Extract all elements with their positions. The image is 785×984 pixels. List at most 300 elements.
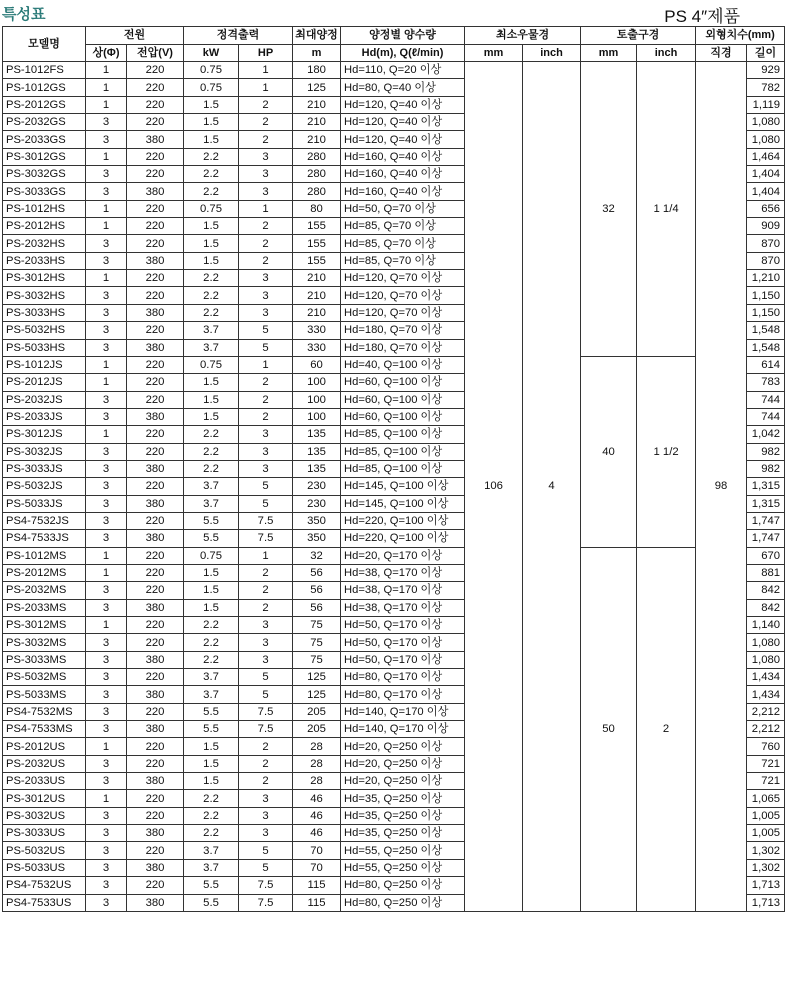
- cell-kw: 0.75: [184, 547, 239, 564]
- cell-phase: 1: [86, 79, 127, 96]
- cell-phase: 1: [86, 62, 127, 79]
- cell-length: 782: [747, 79, 785, 96]
- cell-phase: 1: [86, 426, 127, 443]
- cell-kw: 2.2: [184, 148, 239, 165]
- cell-max-head: 155: [293, 252, 341, 269]
- cell-max-head: 280: [293, 183, 341, 200]
- cell-hp: 1: [239, 200, 293, 217]
- cell-length: 1,713: [747, 877, 785, 894]
- cell-flow: Hd=80, Q=40 이상: [341, 79, 465, 96]
- cell-max-head: 155: [293, 235, 341, 252]
- cell-hp: 3: [239, 270, 293, 287]
- cell-phase: 3: [86, 807, 127, 824]
- cell-phase: 3: [86, 842, 127, 859]
- cell-length: 842: [747, 582, 785, 599]
- cell-length: 1,434: [747, 669, 785, 686]
- cell-max-head: 210: [293, 304, 341, 321]
- cell-kw: 3.7: [184, 478, 239, 495]
- cell-voltage: 220: [127, 738, 184, 755]
- cell-phase: 3: [86, 166, 127, 183]
- cell-model: PS-3033MS: [3, 651, 86, 668]
- cell-model: PS-2012MS: [3, 564, 86, 581]
- cell-max-head: 60: [293, 356, 341, 373]
- header-kw: kW: [184, 44, 239, 62]
- cell-voltage: 220: [127, 322, 184, 339]
- cell-kw: 1.5: [184, 773, 239, 790]
- cell-voltage: 220: [127, 807, 184, 824]
- cell-kw: 2.2: [184, 304, 239, 321]
- cell-model: PS-1012HS: [3, 200, 86, 217]
- cell-phase: 3: [86, 304, 127, 321]
- cell-flow: Hd=160, Q=40 이상: [341, 183, 465, 200]
- cell-max-head: 56: [293, 599, 341, 616]
- cell-phase: 3: [86, 495, 127, 512]
- header-flow-unit: Hd(m), Q(ℓ/min): [341, 44, 465, 62]
- cell-phase: 3: [86, 651, 127, 668]
- cell-length: 1,548: [747, 322, 785, 339]
- cell-phase: 3: [86, 530, 127, 547]
- cell-length: 2,212: [747, 721, 785, 738]
- cell-flow: Hd=180, Q=70 이상: [341, 339, 465, 356]
- cell-phase: 3: [86, 512, 127, 529]
- cell-kw: 5.5: [184, 530, 239, 547]
- cell-model: PS-2032JS: [3, 391, 86, 408]
- cell-model: PS-2012HS: [3, 218, 86, 235]
- cell-kw: 0.75: [184, 200, 239, 217]
- cell-phase: 3: [86, 252, 127, 269]
- cell-length: 909: [747, 218, 785, 235]
- cell-flow: Hd=80, Q=250 이상: [341, 894, 465, 911]
- cell-voltage: 220: [127, 564, 184, 581]
- cell-max-head: 210: [293, 287, 341, 304]
- cell-max-head: 32: [293, 547, 341, 564]
- cell-phase: 3: [86, 703, 127, 720]
- cell-length: 1,404: [747, 166, 785, 183]
- cell-length: 842: [747, 599, 785, 616]
- cell-kw: 1.5: [184, 408, 239, 425]
- cell-phase: 1: [86, 738, 127, 755]
- cell-kw: 5.5: [184, 703, 239, 720]
- cell-hp: 2: [239, 391, 293, 408]
- cell-flow: Hd=35, Q=250 이상: [341, 807, 465, 824]
- cell-hp: 7.5: [239, 703, 293, 720]
- cell-length: 1,080: [747, 634, 785, 651]
- cell-voltage: 220: [127, 200, 184, 217]
- cell-length: 614: [747, 356, 785, 373]
- header-hp: HP: [239, 44, 293, 62]
- cell-length: 1,042: [747, 426, 785, 443]
- cell-phase: 3: [86, 859, 127, 876]
- cell-flow: Hd=50, Q=170 이상: [341, 617, 465, 634]
- cell-phase: 1: [86, 374, 127, 391]
- cell-max-head: 350: [293, 530, 341, 547]
- cell-phase: 3: [86, 599, 127, 616]
- product-title: PS 4″제품: [664, 7, 740, 26]
- cell-max-head: 75: [293, 634, 341, 651]
- cell-flow: Hd=50, Q=70 이상: [341, 200, 465, 217]
- header-min-well-mm: mm: [465, 44, 523, 62]
- cell-kw: 5.5: [184, 894, 239, 911]
- cell-max-head: 230: [293, 495, 341, 512]
- header-power: 전원: [86, 27, 184, 45]
- cell-model: PS-5033HS: [3, 339, 86, 356]
- cell-length: 1,005: [747, 807, 785, 824]
- cell-max-head: 280: [293, 148, 341, 165]
- cell-flow: Hd=145, Q=100 이상: [341, 478, 465, 495]
- header-rated-output: 정격출력: [184, 27, 293, 45]
- cell-flow: Hd=60, Q=100 이상: [341, 391, 465, 408]
- cell-length: 1,150: [747, 287, 785, 304]
- cell-model: PS-5032HS: [3, 322, 86, 339]
- cell-flow: Hd=40, Q=100 이상: [341, 356, 465, 373]
- cell-hp: 2: [239, 131, 293, 148]
- cell-phase: 3: [86, 235, 127, 252]
- cell-model: PS-3033US: [3, 825, 86, 842]
- cell-phase: 3: [86, 686, 127, 703]
- header-discharge-mm: mm: [581, 44, 637, 62]
- cell-max-head: 115: [293, 894, 341, 911]
- cell-model: PS4-7533MS: [3, 721, 86, 738]
- cell-voltage: 380: [127, 599, 184, 616]
- cell-length: 982: [747, 460, 785, 477]
- cell-flow: Hd=160, Q=40 이상: [341, 166, 465, 183]
- cell-length: 1,548: [747, 339, 785, 356]
- cell-flow: Hd=120, Q=40 이상: [341, 96, 465, 113]
- cell-flow: Hd=20, Q=250 이상: [341, 738, 465, 755]
- cell-phase: 3: [86, 877, 127, 894]
- cell-phase: 3: [86, 825, 127, 842]
- cell-model: PS-2032MS: [3, 582, 86, 599]
- cell-voltage: 220: [127, 374, 184, 391]
- cell-phase: 3: [86, 443, 127, 460]
- cell-max-head: 330: [293, 339, 341, 356]
- cell-hp: 2: [239, 96, 293, 113]
- cell-max-head: 155: [293, 218, 341, 235]
- cell-voltage: 220: [127, 235, 184, 252]
- cell-max-head: 46: [293, 807, 341, 824]
- cell-flow: Hd=38, Q=170 이상: [341, 582, 465, 599]
- cell-voltage: 220: [127, 790, 184, 807]
- cell-voltage: 220: [127, 547, 184, 564]
- cell-kw: 2.2: [184, 443, 239, 460]
- cell-max-head: 210: [293, 270, 341, 287]
- cell-length: 1,005: [747, 825, 785, 842]
- cell-model: PS4-7533JS: [3, 530, 86, 547]
- cell-voltage: 220: [127, 96, 184, 113]
- cell-length: 670: [747, 547, 785, 564]
- cell-model: PS-1012MS: [3, 547, 86, 564]
- cell-kw: 1.5: [184, 374, 239, 391]
- cell-kw: 1.5: [184, 755, 239, 772]
- table-row: [3, 62, 785, 79]
- cell-hp: 3: [239, 304, 293, 321]
- cell-phase: 3: [86, 721, 127, 738]
- cell-model: PS-3033HS: [3, 304, 86, 321]
- cell-model: PS-2033US: [3, 773, 86, 790]
- cell-kw: 2.2: [184, 790, 239, 807]
- cell-model: PS-3032GS: [3, 166, 86, 183]
- cell-phase: 3: [86, 634, 127, 651]
- cell-length: 1,747: [747, 512, 785, 529]
- cell-hp: 5: [239, 495, 293, 512]
- cell-flow: Hd=60, Q=100 이상: [341, 374, 465, 391]
- cell-model: PS-2033MS: [3, 599, 86, 616]
- cell-kw: 0.75: [184, 356, 239, 373]
- cell-voltage: 380: [127, 651, 184, 668]
- cell-flow: Hd=85, Q=100 이상: [341, 460, 465, 477]
- cell-hp: 2: [239, 252, 293, 269]
- cell-kw: 2.2: [184, 426, 239, 443]
- cell-model: PS-2033GS: [3, 131, 86, 148]
- cell-voltage: 220: [127, 148, 184, 165]
- cell-hp: 7.5: [239, 530, 293, 547]
- cell-phase: 3: [86, 669, 127, 686]
- cell-flow: Hd=80, Q=250 이상: [341, 877, 465, 894]
- header-dims: 외형치수(mm): [696, 27, 785, 45]
- cell-phase: 1: [86, 790, 127, 807]
- cell-max-head: 135: [293, 443, 341, 460]
- cell-discharge-inch: 2: [637, 547, 696, 911]
- cell-flow: Hd=50, Q=170 이상: [341, 634, 465, 651]
- cell-model: PS-2033HS: [3, 252, 86, 269]
- header-phase: 상(Φ): [86, 44, 127, 62]
- cell-kw: 3.7: [184, 669, 239, 686]
- cell-voltage: 380: [127, 859, 184, 876]
- cell-voltage: 220: [127, 114, 184, 131]
- cell-kw: 5.5: [184, 512, 239, 529]
- cell-length: 656: [747, 200, 785, 217]
- cell-flow: Hd=20, Q=250 이상: [341, 755, 465, 772]
- cell-max-head: 56: [293, 582, 341, 599]
- cell-flow: Hd=85, Q=70 이상: [341, 252, 465, 269]
- cell-length: 760: [747, 738, 785, 755]
- cell-discharge-inch: 1 1/4: [637, 62, 696, 357]
- cell-model: PS4-7533US: [3, 894, 86, 911]
- cell-kw: 0.75: [184, 62, 239, 79]
- cell-hp: 3: [239, 443, 293, 460]
- cell-hp: 7.5: [239, 512, 293, 529]
- cell-flow: Hd=85, Q=100 이상: [341, 443, 465, 460]
- cell-kw: 3.7: [184, 322, 239, 339]
- cell-flow: Hd=110, Q=20 이상: [341, 62, 465, 79]
- cell-hp: 3: [239, 617, 293, 634]
- cell-length: 1,210: [747, 270, 785, 287]
- cell-flow: Hd=38, Q=170 이상: [341, 599, 465, 616]
- cell-length: 1,315: [747, 495, 785, 512]
- cell-length: 1,065: [747, 790, 785, 807]
- cell-voltage: 380: [127, 460, 184, 477]
- table-row: [3, 547, 785, 564]
- cell-flow: Hd=85, Q=70 이상: [341, 235, 465, 252]
- cell-length: 1,080: [747, 651, 785, 668]
- cell-kw: 1.5: [184, 738, 239, 755]
- cell-voltage: 220: [127, 582, 184, 599]
- cell-model: PS-2032HS: [3, 235, 86, 252]
- cell-voltage: 380: [127, 252, 184, 269]
- cell-length: 1,404: [747, 183, 785, 200]
- cell-phase: 1: [86, 218, 127, 235]
- cell-max-head: 28: [293, 755, 341, 772]
- cell-model: PS-3033GS: [3, 183, 86, 200]
- cell-hp: 5: [239, 478, 293, 495]
- cell-voltage: 380: [127, 183, 184, 200]
- cell-model: PS-1012GS: [3, 79, 86, 96]
- cell-voltage: 220: [127, 443, 184, 460]
- cell-model: PS-3032HS: [3, 287, 86, 304]
- cell-min-well-inch: 4: [523, 62, 581, 912]
- cell-voltage: 220: [127, 617, 184, 634]
- cell-voltage: 220: [127, 512, 184, 529]
- cell-kw: 0.75: [184, 79, 239, 96]
- cell-kw: 2.2: [184, 807, 239, 824]
- cell-flow: Hd=50, Q=170 이상: [341, 651, 465, 668]
- cell-hp: 7.5: [239, 721, 293, 738]
- header-max-head-unit: m: [293, 44, 341, 62]
- cell-phase: 3: [86, 894, 127, 911]
- cell-flow: Hd=38, Q=170 이상: [341, 564, 465, 581]
- cell-max-head: 330: [293, 322, 341, 339]
- cell-kw: 3.7: [184, 339, 239, 356]
- cell-voltage: 220: [127, 391, 184, 408]
- cell-max-head: 70: [293, 859, 341, 876]
- cell-model: PS-3032MS: [3, 634, 86, 651]
- cell-model: PS-3012MS: [3, 617, 86, 634]
- cell-kw: 1.5: [184, 96, 239, 113]
- cell-voltage: 220: [127, 877, 184, 894]
- cell-hp: 1: [239, 62, 293, 79]
- cell-voltage: 380: [127, 686, 184, 703]
- cell-phase: 1: [86, 564, 127, 581]
- page-title: 특성표: [2, 6, 46, 23]
- cell-model: PS-2032US: [3, 755, 86, 772]
- cell-max-head: 125: [293, 79, 341, 96]
- header-discharge: 토출구경: [581, 27, 696, 45]
- cell-hp: 1: [239, 356, 293, 373]
- cell-length: 1,080: [747, 131, 785, 148]
- cell-flow: Hd=120, Q=40 이상: [341, 131, 465, 148]
- cell-length: 721: [747, 773, 785, 790]
- cell-model: PS4-7532JS: [3, 512, 86, 529]
- header-length: 길이: [747, 44, 785, 62]
- cell-hp: 3: [239, 807, 293, 824]
- cell-hp: 3: [239, 825, 293, 842]
- cell-flow: Hd=85, Q=70 이상: [341, 218, 465, 235]
- cell-phase: 1: [86, 148, 127, 165]
- cell-phase: 3: [86, 183, 127, 200]
- cell-voltage: 220: [127, 634, 184, 651]
- cell-max-head: 56: [293, 564, 341, 581]
- cell-flow: Hd=140, Q=170 이상: [341, 721, 465, 738]
- cell-kw: 2.2: [184, 270, 239, 287]
- cell-kw: 1.5: [184, 114, 239, 131]
- header-diameter: 직경: [696, 44, 747, 62]
- cell-kw: 1.5: [184, 218, 239, 235]
- cell-model: PS-3033JS: [3, 460, 86, 477]
- cell-model: PS-3032US: [3, 807, 86, 824]
- cell-phase: 3: [86, 478, 127, 495]
- cell-phase: 3: [86, 773, 127, 790]
- cell-hp: 3: [239, 287, 293, 304]
- cell-kw: 3.7: [184, 495, 239, 512]
- cell-diameter: 98: [696, 62, 747, 912]
- cell-max-head: 46: [293, 790, 341, 807]
- cell-voltage: 220: [127, 669, 184, 686]
- cell-hp: 3: [239, 166, 293, 183]
- cell-voltage: 220: [127, 79, 184, 96]
- cell-voltage: 220: [127, 703, 184, 720]
- cell-max-head: 180: [293, 62, 341, 79]
- cell-max-head: 125: [293, 686, 341, 703]
- cell-hp: 7.5: [239, 877, 293, 894]
- cell-kw: 2.2: [184, 460, 239, 477]
- cell-voltage: 380: [127, 131, 184, 148]
- cell-model: PS-3012GS: [3, 148, 86, 165]
- cell-model: PS-2012JS: [3, 374, 86, 391]
- cell-phase: 3: [86, 131, 127, 148]
- cell-hp: 1: [239, 79, 293, 96]
- cell-flow: Hd=140, Q=170 이상: [341, 703, 465, 720]
- cell-flow: Hd=160, Q=40 이상: [341, 148, 465, 165]
- cell-model: PS-1012FS: [3, 62, 86, 79]
- cell-model: PS-2012US: [3, 738, 86, 755]
- cell-voltage: 220: [127, 166, 184, 183]
- cell-max-head: 210: [293, 131, 341, 148]
- cell-flow: Hd=120, Q=70 이상: [341, 270, 465, 287]
- header-min-well: 최소우물경: [465, 27, 581, 45]
- cell-hp: 3: [239, 426, 293, 443]
- cell-max-head: 100: [293, 391, 341, 408]
- cell-hp: 2: [239, 374, 293, 391]
- cell-hp: 2: [239, 773, 293, 790]
- cell-discharge-mm: 50: [581, 547, 637, 911]
- cell-length: 1,302: [747, 859, 785, 876]
- cell-model: PS-2033JS: [3, 408, 86, 425]
- header-max-head: 최대양정: [293, 27, 341, 45]
- cell-model: PS-3012HS: [3, 270, 86, 287]
- cell-hp: 7.5: [239, 894, 293, 911]
- cell-max-head: 230: [293, 478, 341, 495]
- cell-max-head: 46: [293, 825, 341, 842]
- cell-hp: 5: [239, 686, 293, 703]
- cell-flow: Hd=120, Q=70 이상: [341, 304, 465, 321]
- cell-kw: 1.5: [184, 564, 239, 581]
- cell-flow: Hd=35, Q=250 이상: [341, 825, 465, 842]
- cell-max-head: 75: [293, 617, 341, 634]
- cell-voltage: 380: [127, 894, 184, 911]
- cell-length: 1,434: [747, 686, 785, 703]
- cell-voltage: 380: [127, 773, 184, 790]
- cell-length: 982: [747, 443, 785, 460]
- cell-kw: 1.5: [184, 582, 239, 599]
- cell-discharge-mm: 32: [581, 62, 637, 357]
- cell-max-head: 135: [293, 460, 341, 477]
- cell-flow: Hd=55, Q=250 이상: [341, 842, 465, 859]
- cell-flow: Hd=220, Q=100 이상: [341, 530, 465, 547]
- cell-voltage: 380: [127, 495, 184, 512]
- cell-length: 744: [747, 391, 785, 408]
- cell-phase: 3: [86, 408, 127, 425]
- cell-max-head: 115: [293, 877, 341, 894]
- cell-length: 721: [747, 755, 785, 772]
- table-row: [3, 356, 785, 373]
- cell-length: 2,212: [747, 703, 785, 720]
- table-body: [3, 62, 785, 912]
- cell-hp: 3: [239, 183, 293, 200]
- cell-voltage: 220: [127, 478, 184, 495]
- cell-max-head: 125: [293, 669, 341, 686]
- header-discharge-inch: inch: [637, 44, 696, 62]
- cell-length: 1,119: [747, 96, 785, 113]
